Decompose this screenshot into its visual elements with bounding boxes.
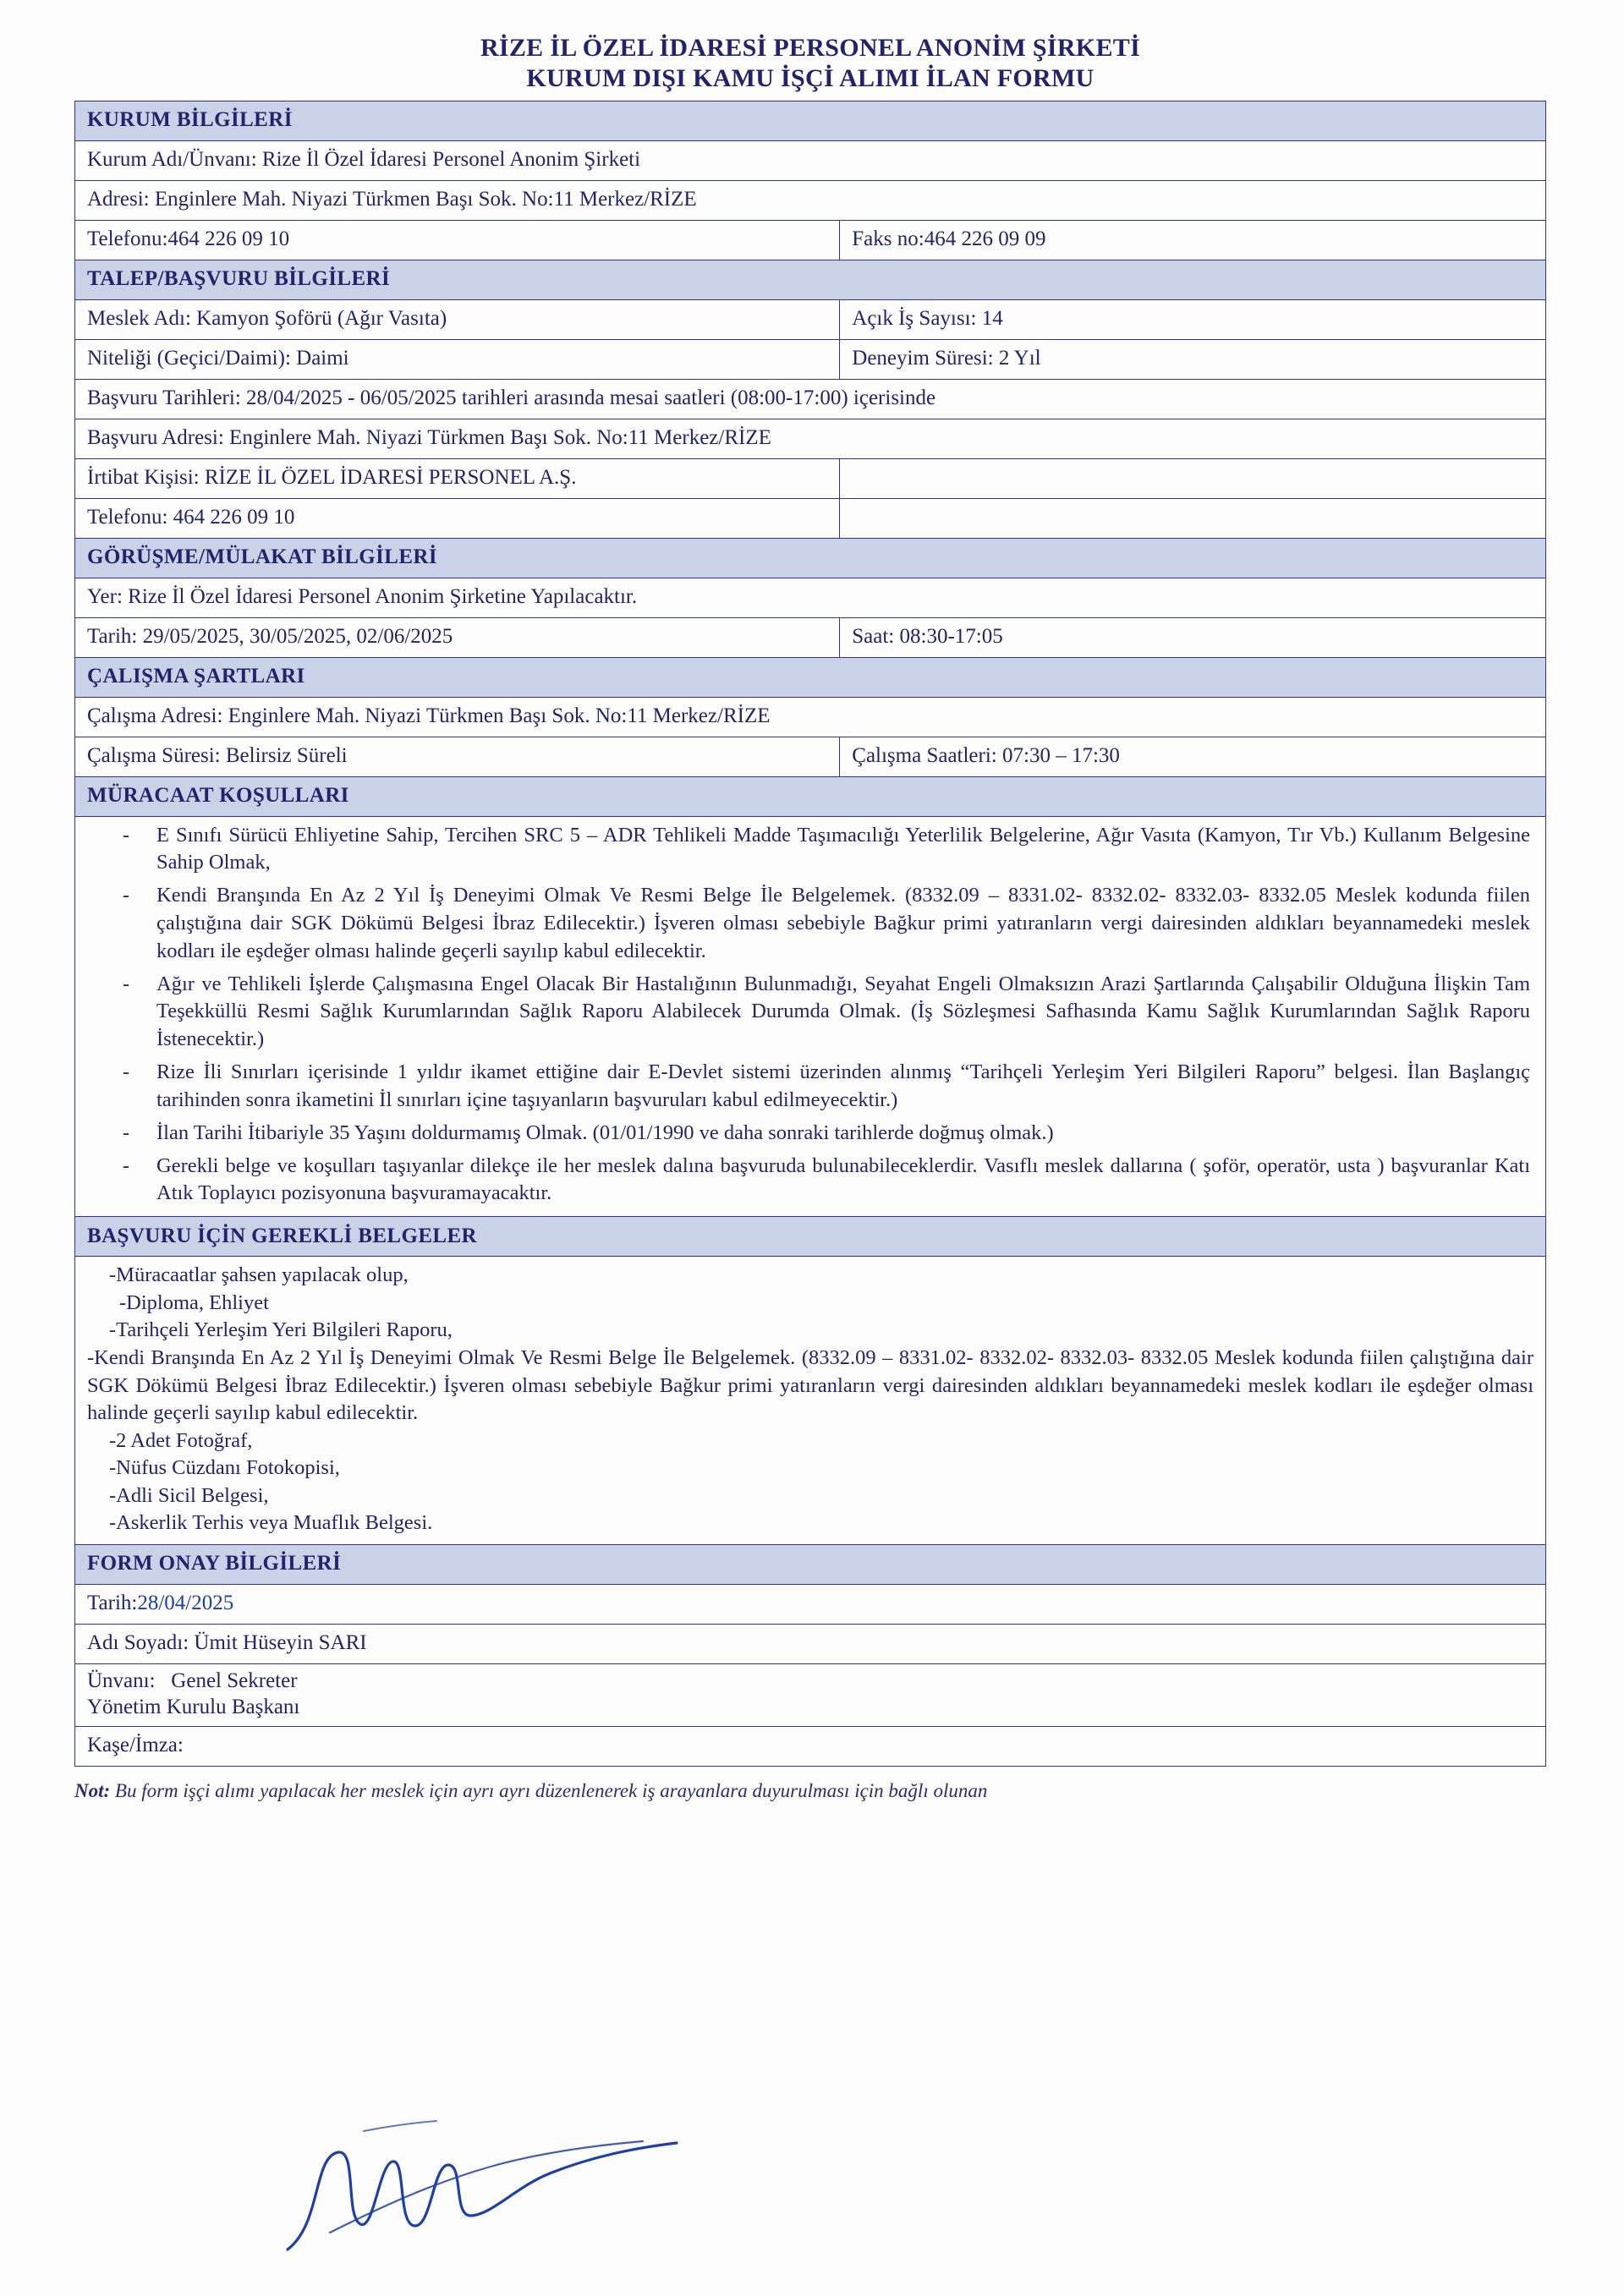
row-basvuru-adresi xyxy=(75,419,1546,458)
unvan-line-1 xyxy=(87,1668,1537,1694)
row-calisma-adresi xyxy=(75,697,1546,737)
irtibat-telefon-empty-cell xyxy=(840,498,1546,538)
list-item: - İlan Tarihi İtibariyle 35 Yaşını doldurmamış Olmak. (01/01/1990 ve daha sonraki tarihlerde doğmuş olmak.) xyxy=(104,1120,1530,1148)
row-basvuru-tarihleri xyxy=(75,379,1546,419)
list-item: -2 Adet Fotoğraf, xyxy=(109,1428,253,1452)
section-header-gorusme: GÖRÜŞME/MÜLAKAT BİLGİLERİ xyxy=(75,538,1546,578)
section-row-belgeler xyxy=(75,1217,1546,1257)
footer-note xyxy=(74,1778,1546,1804)
acik-is-sayisi-cell: Açık İş Sayısı: 14 xyxy=(840,299,1546,339)
row-calisma-suresi xyxy=(75,737,1546,776)
calisma-adresi-cell: Çalışma Adresi: Enginlere Mah. Niyazi Türkmen Başı Sok. No:11 Merkez/RİZE xyxy=(75,697,1546,737)
section-row-calisma xyxy=(75,657,1546,697)
kurum-adres-cell: Adresi: Enginlere Mah. Niyazi Türkmen Başı Sok. No:11 Merkez/RİZE xyxy=(75,180,1546,220)
document-title xyxy=(74,34,1546,94)
row-muracaat-list xyxy=(75,816,1546,1217)
row-kurum-adi xyxy=(75,140,1546,180)
footer-note-text: Bu form işçi alımı yapılacak her meslek için ayrı ayrı düzenlenerek iş arayanlara duyurulması için bağlı olunan xyxy=(114,1779,988,1801)
list-item: - Ağır ve Tehlikeli İşlerde Çalışmasına Engel Olacak Bir Hastalığının Bulunmadığı, Seyahat Engeli Olmaksızın Arazi Şartlarında Çalışabilir Olduğuna İlişkin Tam Teşekküllü Resmi Sağlık Kurumlarından Sağlık Raporu Alabilecek Durumda Olmak. (İş Sözleşmesi Safhasında Kamu Sağlık Kurumlarından Sağlık Raporu İstenecektir.) xyxy=(104,971,1530,1054)
gorusme-yer-cell: Yer: Rize İl Özel İdaresi Personel Anonim Şirketine Yapılacaktır. xyxy=(75,578,1546,617)
meslek-adi-cell: Meslek Adı: Kamyon Şoförü (Ağır Vasıta) xyxy=(75,299,840,339)
row-kase-imza xyxy=(75,1726,1546,1766)
section-row-onay xyxy=(75,1545,1546,1585)
form-table xyxy=(74,101,1546,1767)
section-header-calisma: ÇALIŞMA ŞARTLARI xyxy=(75,657,1546,697)
irtibat-kisisi-cell: İrtibat Kişisi: RİZE İL ÖZEL İDARESİ PERSONEL A.Ş. xyxy=(75,458,840,498)
kurum-telefon-cell: Telefonu:464 226 09 10 xyxy=(75,220,840,260)
section-header-kurum: KURUM BİLGİLERİ xyxy=(75,101,1546,140)
belgeler-body-cell xyxy=(75,1257,1546,1545)
onay-adsoyad-cell: Adı Soyadı: Ümit Hüseyin SARI xyxy=(75,1625,1546,1664)
onay-unvan-cell xyxy=(75,1664,1546,1727)
irtibat-kisisi-empty-cell xyxy=(840,458,1546,498)
unvan-label: Ünvanı: xyxy=(87,1669,156,1693)
gorusme-tarih-cell: Tarih: 29/05/2025, 30/05/2025, 02/06/2025 xyxy=(75,617,840,657)
section-row-gorusme xyxy=(75,538,1546,578)
signature-scribble xyxy=(279,2106,753,2266)
list-item: -Tarihçeli Yerleşim Yeri Bilgileri Raporu, xyxy=(109,1318,453,1342)
list-item: - Rize İli Sınırları içerisinde 1 yıldır ikamet ettiğine dair E-Devlet sistemi üzerinden alınmış “Tarihçeli Yerleşim Yeri Bilgileri Raporu” belgesi. İlan Başlangıç tarihinden sonra ikametini İl sınırları içine taşıyanların başvuruları kabul edilmeyecektir.) xyxy=(104,1059,1530,1115)
niteligi-cell: Niteliği (Geçici/Daimi): Daimi xyxy=(75,339,840,379)
row-kurum-telefon xyxy=(75,220,1546,260)
list-item: - Kendi Branşında En Az 2 Yıl İş Deneyimi Olmak Ve Resmi Belge İle Belgelemek. (8332.09 – 8331.02- 8332.02- 8332.03- 8332.05 Meslek kodunda fiilen çalıştığına dair SGK Dökümü Belgesi İbraz Edilecektir.) İşveren olması sebebiyle Bağkur primi yatıranların vergi dairesinden aldıkları beyannamedeki meslek kodları ile eşdeğer olması halinde geçerli sayılıp kabul edilecektir. xyxy=(104,882,1530,965)
section-header-muracaat: MÜRACAAT KOŞULLARI xyxy=(75,776,1546,816)
kase-imza-cell: Kaşe/İmza: xyxy=(75,1726,1546,1766)
row-gorusme-tarih xyxy=(75,617,1546,657)
belgeler-body xyxy=(75,1257,1545,1544)
section-header-talep: TALEP/BAŞVURU BİLGİLERİ xyxy=(75,260,1546,299)
section-row-talep xyxy=(75,260,1546,299)
muracaat-conditions-list xyxy=(75,822,1545,1208)
unvan-value-2: Yönetim Kurulu Başkanı xyxy=(87,1696,300,1719)
row-onay-tarih xyxy=(75,1585,1546,1625)
row-kurum-adres xyxy=(75,180,1546,220)
kurum-faks-cell: Faks no:464 226 09 09 xyxy=(840,220,1546,260)
section-header-belgeler: BAŞVURU İÇİN GEREKLİ BELGELER xyxy=(75,1217,1546,1257)
title-line-2: KURUM DIŞI KAMU İŞÇİ ALIMI İLAN FORMU xyxy=(526,63,1095,92)
list-item: -Adli Sicil Belgesi, xyxy=(109,1483,269,1507)
row-belgeler-body xyxy=(75,1257,1546,1545)
row-onay-unvan xyxy=(75,1664,1546,1727)
calisma-suresi-cell: Çalışma Süresi: Belirsiz Süreli xyxy=(75,737,840,776)
calisma-saatleri-cell: Çalışma Saatleri: 07:30 – 17:30 xyxy=(840,737,1546,776)
list-item: -Diploma, Ehliyet xyxy=(119,1290,269,1314)
irtibat-telefon-cell: Telefonu: 464 226 09 10 xyxy=(75,498,840,538)
onay-tarih-cell xyxy=(75,1585,1546,1625)
row-gorusme-yer xyxy=(75,578,1546,617)
list-item: -Askerlik Terhis veya Muaflık Belgesi. xyxy=(109,1511,433,1535)
muracaat-list-cell xyxy=(75,816,1546,1217)
list-item: -Nüfus Cüzdanı Fotokopisi, xyxy=(109,1456,340,1480)
list-item: - Gerekli belge ve koşulları taşıyanlar dilekçe ile her meslek dalına başvuruda bulunabileceklerdir. Vasıflı meslek dallarına ( şoför, operatör, usta ) başvuranlar Katı Atık Toplayıcı pozisyonuna başvuramayacaktır. xyxy=(104,1153,1530,1208)
row-meslek xyxy=(75,299,1546,339)
row-irtibat-telefon xyxy=(75,498,1546,538)
basvuru-tarihleri-cell: Başvuru Tarihleri: 28/04/2025 - 06/05/2025 tarihleri arasında mesai saatleri (08:00-17:00) içerisinde xyxy=(75,379,1546,419)
basvuru-adresi-cell: Başvuru Adresi: Enginlere Mah. Niyazi Türkmen Başı Sok. No:11 Merkez/RİZE xyxy=(75,419,1546,458)
section-row-kurum xyxy=(75,101,1546,140)
gorusme-saat-cell: Saat: 08:30-17:05 xyxy=(840,617,1546,657)
section-row-muracaat xyxy=(75,776,1546,816)
section-header-onay: FORM ONAY BİLGİLERİ xyxy=(75,1545,1546,1585)
title-line-1: RİZE İL ÖZEL İDARESİ PERSONEL ANONİM ŞİRKETİ xyxy=(480,34,1141,62)
belgeler-paragraph: -Kendi Branşında En Az 2 Yıl İş Deneyimi Olmak Ve Resmi Belge İle Belgelemek. (8332.09 – 8331.02- 8332.02- 8332.03- 8332.05 Meslek kodunda fiilen çalıştığına dair SGK Dökümü Belgesi İbraz Edilecektir.) İşveren olması sebebiyle Bağkur primi yatıranların vergi dairesinden aldıkları beyannamedeki meslek kodları ile eşdeğer olması halinde geçerli sayılıp kabul edilecektir. xyxy=(87,1346,1533,1425)
list-item: - E Sınıfı Sürücü Ehliyetine Sahip, Tercihen SRC 5 – ADR Tehlikeli Madde Taşımacılığı Yeterlilik Belgelerine, Ağır Vasıta (Kamyon, Tır Vb.) Kullanım Belgesine Sahip Olmak, xyxy=(104,822,1530,878)
footer-note-label: Not: xyxy=(74,1779,111,1801)
row-nitelik xyxy=(75,339,1546,379)
row-irtibat-kisisi xyxy=(75,458,1546,498)
onay-tarih-value: 28/04/2025 xyxy=(137,1592,234,1615)
onay-tarih-label: Tarih: xyxy=(87,1592,138,1615)
form-document xyxy=(74,34,1546,1803)
kurum-adi-cell: Kurum Adı/Ünvanı: Rize İl Özel İdaresi Personel Anonim Şirketi xyxy=(75,140,1546,180)
row-onay-ad xyxy=(75,1625,1546,1664)
deneyim-suresi-cell: Deneyim Süresi: 2 Yıl xyxy=(840,339,1546,379)
unvan-value-1: Genel Sekreter xyxy=(171,1669,298,1693)
list-item: -Müracaatlar şahsen yapılacak olup, xyxy=(109,1263,409,1287)
